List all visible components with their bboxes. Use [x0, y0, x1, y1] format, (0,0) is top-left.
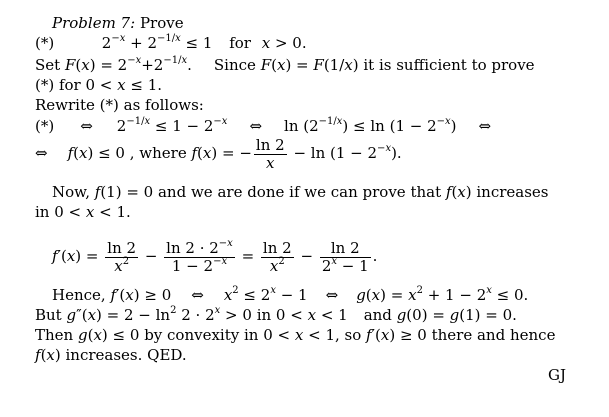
equivalence-line-1: (*) ⇔ $2^{-1/x} \le 1 - 2^{-x}$ ⇔ $\ln (2^{-1/x}) \le \ln (1 - 2^{-x})$ ⇔ — [35, 116, 492, 135]
frac-d: $\frac{\ln 2}{2^x - 1}$ — [321, 238, 369, 275]
star-label: (*) — [35, 34, 55, 52]
star-inequality-line — [35, 34, 307, 52]
problem-title-word: Prove — [139, 14, 184, 32]
problem-heading — [52, 14, 184, 32]
then-line: Then g(x) ≤ 0 by convexity in 0 < x < 1, so f′(x) ≥ 0 there and hence — [35, 326, 556, 344]
equivalence-line-2: ⇔ f(x) ≤ 0 , where f(x) = − $\frac{\ln 2}{x}$ − $\ln (1 - 2^{-x})$. — [35, 135, 402, 172]
now-line: Now, f(1) = 0 and we are done if we can prove that f(x) increases — [52, 183, 549, 201]
rewrite-line: Rewrite (*) as follows: — [35, 96, 204, 114]
qed-line: f(x) increases. QED. — [35, 346, 187, 364]
frac-a: $\frac{\ln 2}{x^2}$ — [107, 238, 137, 275]
set-line: Set $F(x) = 2^{-x}+2^{-1/x}$. Since F(x) = F(1/x) it is sufficient to prove — [35, 55, 535, 74]
derivative-line: f′(x) = $\frac{\ln 2}{x^2}$ − $\frac{\ln 2 \cdot 2^{-x}}{1 - 2^{-x}}$ = $\frac{\ln 2}{x^2}$ − $\frac{\ln 2}{2^x - 1}$ . — [52, 237, 378, 275]
hence-line: Hence, f′(x) ≥ 0 ⇔ $x^2 \le 2^x - 1$ ⇔ $g(x) = x^2 + 1 - 2^x \le 0$. — [52, 285, 529, 304]
interval-line: in 0 < x < 1. — [35, 203, 131, 221]
author-initials: GJ — [548, 366, 566, 384]
star-inequality: $2^{-x} + 2^{-1/x} \le 1$ for x > 0. — [101, 33, 307, 52]
frac-c: $\frac{\ln 2}{x^2}$ — [262, 238, 292, 275]
but-line: But $g''(x) = 2 - \ln^2 2 \cdot 2^x > 0$ in 0 < x < 1 and g(0) = g(1) = 0. — [35, 305, 517, 324]
frac-b: $\frac{\ln 2 \cdot 2^{-x}}{1 - 2^{-x}}$ — [166, 237, 233, 275]
restrict-line: (*) for 0 < x ≤ 1. — [35, 76, 163, 94]
fraction-ln2-over-x: $\frac{\ln 2}{x}$ — [255, 135, 285, 172]
problem-title: Problem 7: — [52, 14, 136, 32]
